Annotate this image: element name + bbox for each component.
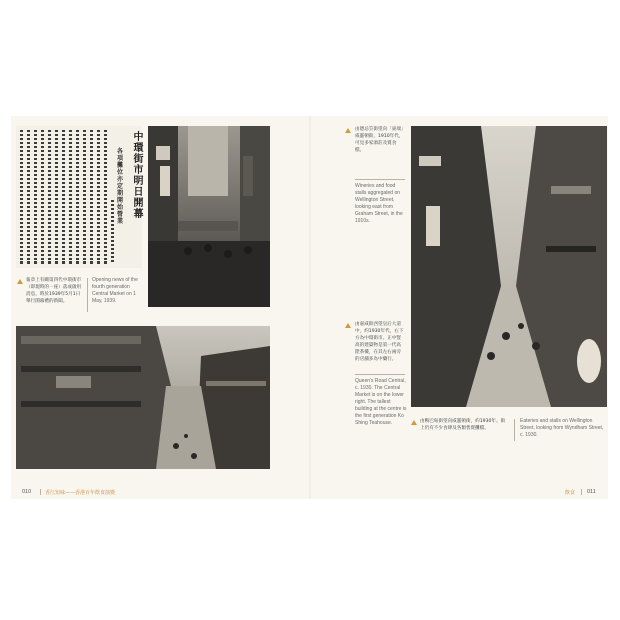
news-text-column: [104, 130, 107, 265]
news-text-column: [69, 130, 72, 265]
page-gutter: [309, 116, 311, 499]
footer-divider: [581, 489, 582, 495]
news-text-column: [76, 130, 79, 265]
caption-queens-road-en: Queen's Road Central, c. 1930. The Central Market is on the lower right. The tallest building at the centre is the first generation Ko Shing Teahouse.: [355, 378, 407, 426]
triangle-marker-icon: [411, 420, 417, 425]
page-number-right: 011: [587, 489, 596, 495]
caption-wellington-1930-zh: 由鴨巴甸街望向威靈頓街，約1930年。街上仍有不少食肆及各類售賣攤檔。: [420, 419, 506, 431]
triangle-marker-icon: [345, 323, 351, 328]
news-text-column: [20, 130, 23, 265]
footer-divider: [40, 489, 41, 495]
caption-wellington-1910s-en: Wineries and food stalls aggregated on Wellington Street, looking east from Graham Street, in the 1910s.: [355, 183, 403, 224]
news-text-column: [27, 130, 30, 265]
news-text-column: [90, 130, 93, 265]
news-subheadline: 各項攤位亦定期開始營業: [117, 148, 124, 225]
page-number-left: 010: [22, 489, 32, 495]
photo-queens-road-central: [16, 326, 270, 469]
newspaper-clipping: [16, 126, 142, 268]
caption-queens-road-zh: 由嘉咸街西望皇后大道中，約1930年代，右下方為中環街市。正中豎高的建築物是第一代高陞茶樓，在其左右兩旁的店舖多為中藥行。: [355, 322, 404, 362]
news-text-column: [48, 130, 51, 265]
news-text-column: [41, 130, 44, 265]
caption-market-opening-en: Opening news of the fourth generation Central Market on 1 May, 1939.: [92, 277, 138, 304]
news-text-column: [55, 130, 58, 265]
caption-divider: [355, 179, 405, 180]
photo-wellington-1910s: [148, 126, 270, 307]
photo-wellington-1930: [411, 126, 607, 407]
running-head-left: 香江知味——香港百年飲食演變: [45, 490, 116, 496]
caption-divider: [87, 278, 88, 312]
caption-wellington-1910s-zh: 由德忌笠街望向「東端」威靈頓街，1910年代，可見多家酒莊及賣食檔。: [355, 127, 404, 153]
news-text-column: [83, 130, 86, 265]
news-text-column: [97, 130, 100, 265]
triangle-marker-icon: [345, 128, 351, 133]
running-head-right: 飲食: [565, 490, 576, 496]
caption-market-opening-zh: 報章上有關第四代中環街市（即現時的一座）落成啟用消息，時於1939年5月1日舉行開幕禮的新聞。: [26, 278, 82, 304]
news-headline: 中環街市明日開幕: [133, 132, 144, 220]
news-text-column: [111, 200, 114, 264]
news-text-column: [62, 130, 65, 265]
caption-divider: [514, 419, 515, 441]
triangle-marker-icon: [17, 279, 23, 284]
caption-divider: [355, 374, 405, 375]
caption-wellington-1930-en: Eateries and stalls on Wellington Street, looking from Wyndham Street, c. 1930.: [520, 418, 604, 438]
news-text-column: [34, 130, 37, 265]
